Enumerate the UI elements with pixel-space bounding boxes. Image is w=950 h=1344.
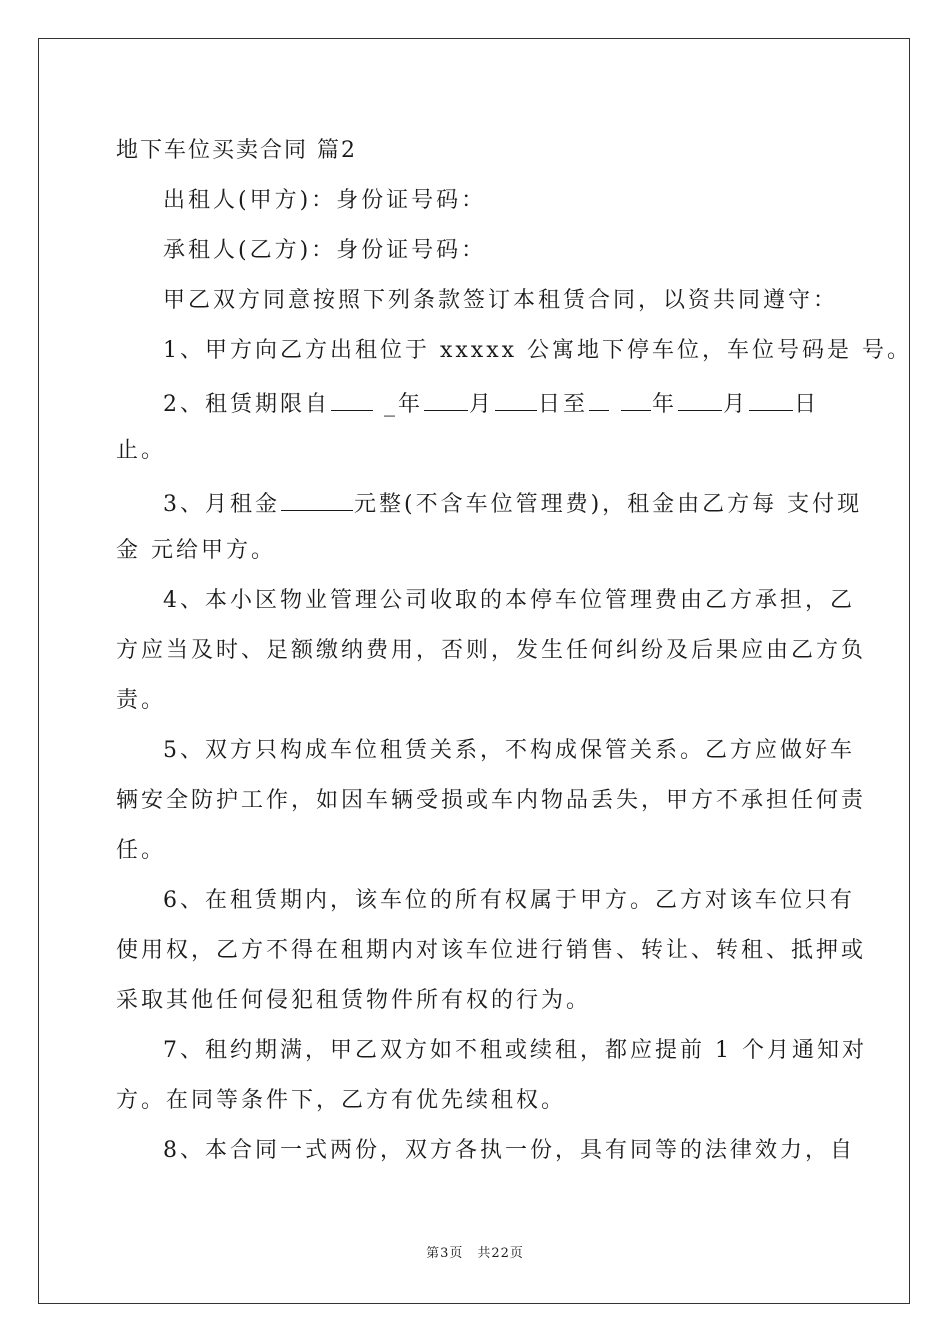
clause-1: 1、甲方向乙方出租位于 xxxxx 公寓地下停车位，车位号码是 号。: [163, 338, 913, 363]
clause-3-prefix: 3、月租金: [163, 492, 280, 517]
clause-6-line-1: 6、在租赁期内，该车位的所有权属于甲方。乙方对该车位只有: [163, 888, 855, 913]
clause-3-rest: 元整(不含车位管理费)，租金由乙方每 支付现: [354, 492, 863, 517]
clause-2-month-1: 月: [469, 392, 495, 417]
clause-5-line-2: 辆安全防护工作，如因车辆受损或车内物品丢失，甲方不承担任何责: [116, 788, 867, 813]
clause-2-line-1: [163, 386, 819, 420]
lessee-line: 承租人(乙方)：身份证号码：: [163, 238, 487, 263]
clause-7-line-2: 方。在同等条件下，乙方有优先续租权。: [116, 1088, 567, 1113]
clause-5-line-3: 任。: [116, 838, 167, 863]
blank-field: [678, 386, 722, 411]
clause-2-year-2: 年: [652, 392, 678, 417]
clause-4-line-2: 方应当及时、足额缴纳费用，否则，发生任何纠纷及后果应由乙方负: [116, 638, 867, 663]
blank-field: [621, 386, 651, 411]
lessor-line: 出租人(甲方)：身份证号码：: [163, 188, 487, 213]
clause-2-month-2: 月: [723, 392, 749, 417]
clause-2-day-1: 日至: [538, 392, 589, 417]
blank-field: [424, 386, 468, 411]
blank-field: [331, 386, 373, 411]
clause-2-prefix: 2、租赁期限自: [163, 392, 330, 417]
blank-field: [495, 386, 537, 411]
clause-2-year-1: _年: [384, 392, 424, 417]
preamble: 甲乙双方同意按照下列条款签订本租赁合同，以资共同遵守：: [163, 288, 839, 313]
document-title: 地下车位买卖合同 篇2: [116, 138, 357, 163]
clause-7-line-1: 7、租约期满，甲乙双方如不租或续租，都应提前 1 个月通知对: [163, 1038, 867, 1063]
clause-6-line-2: 使用权，乙方不得在租期内对该车位进行销售、转让、转租、抵押或: [116, 938, 867, 963]
clause-4-line-3: 责。: [116, 688, 167, 713]
blank-field: [281, 486, 353, 511]
page-number: 第3页 共22页: [426, 1246, 524, 1261]
clause-4-line-1: 4、本小区物业管理公司收取的本停车位管理费由乙方承担，乙: [163, 588, 855, 613]
clause-8-line-1: 8、本合同一式两份，双方各执一份，具有同等的法律效力，自: [163, 1138, 855, 1163]
blank-field: [589, 386, 609, 411]
clause-3-line-1: [163, 486, 862, 520]
clause-5-line-1: 5、双方只构成车位租赁关系，不构成保管关系。乙方应做好车: [163, 738, 855, 763]
clause-3-line-2: 金 元给甲方。: [116, 538, 276, 563]
clause-2-line-2: 止。: [116, 438, 167, 463]
blank-field: [749, 386, 793, 411]
clause-2-day-2: 日: [794, 392, 820, 417]
clause-6-line-3: 采取其他任何侵犯租赁物件所有权的行为。: [116, 988, 592, 1013]
